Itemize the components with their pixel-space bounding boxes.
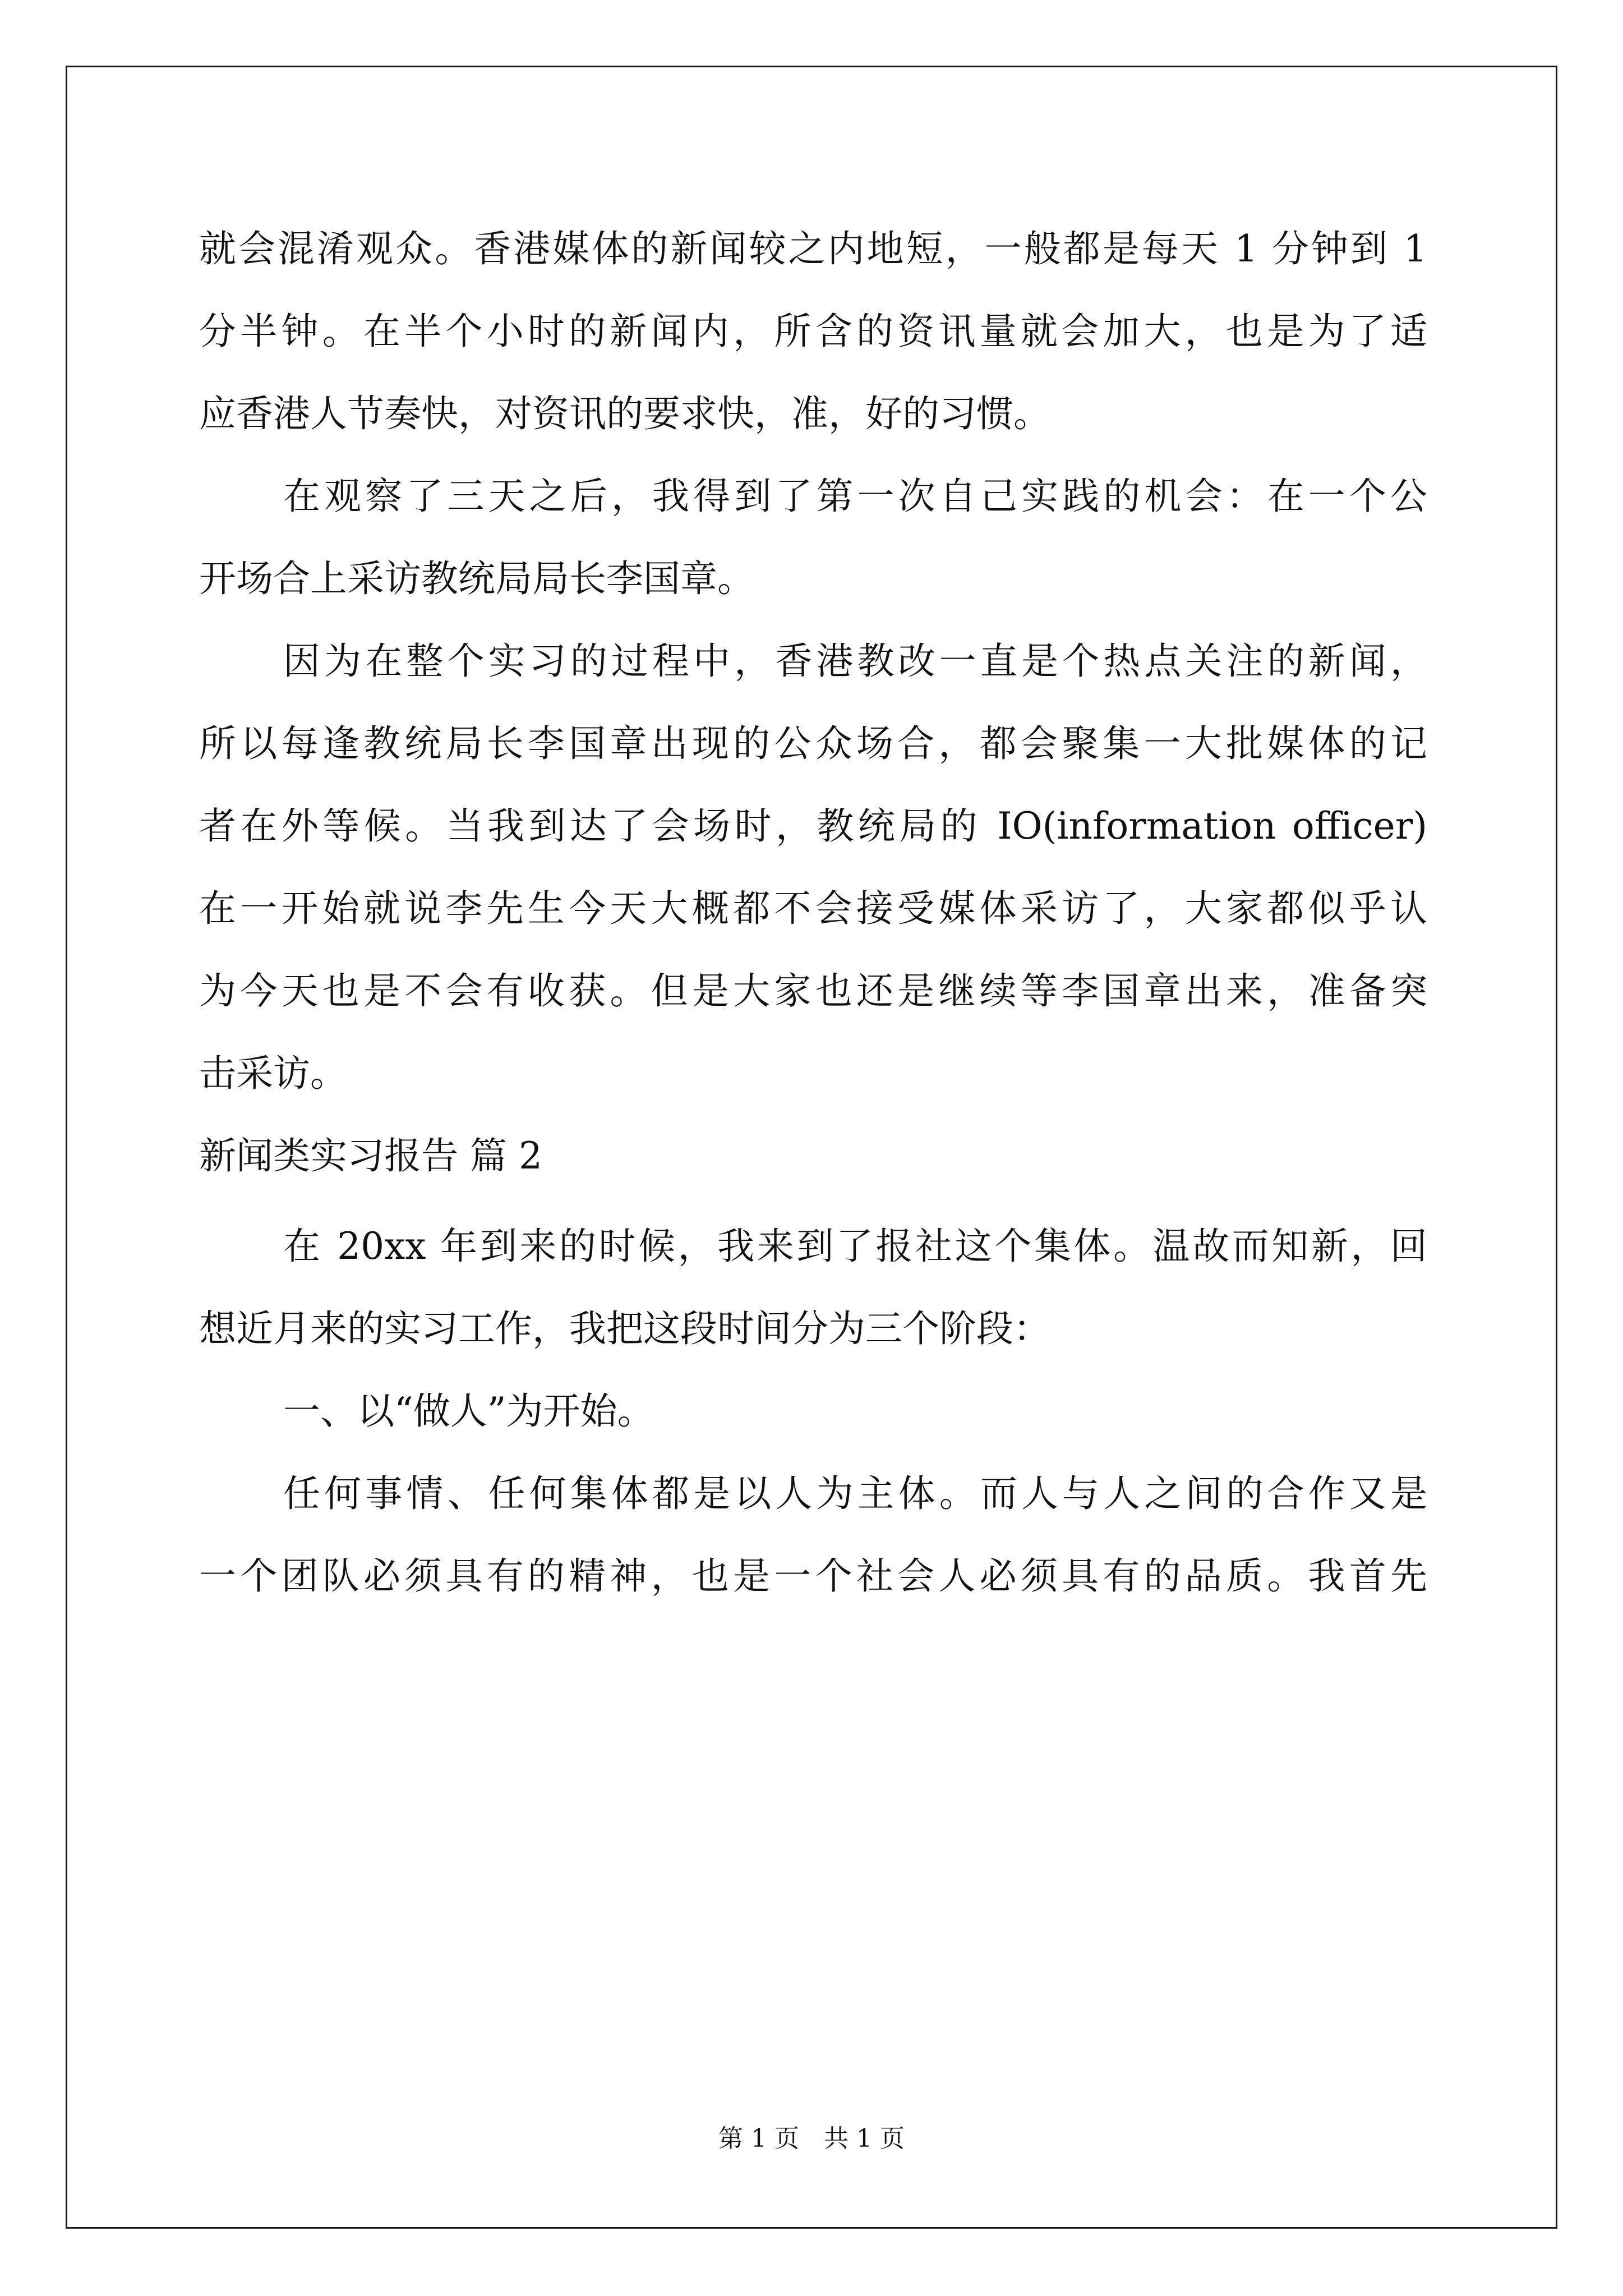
text-line: 在观察了三天之后，我得到了第一次自己实践的机会：在一个公 xyxy=(283,475,1427,518)
text-line: 为今天也是不会有收获。但是大家也还是继续等李国章出来，准备突 xyxy=(199,969,1427,1013)
text-line: 所以每逢教统局长李国章出现的公众场合，都会聚集一大批媒体的记 xyxy=(199,722,1427,765)
text-line: 在一开始就说李先生今天大概都不会接受媒体采访了，大家都似乎认 xyxy=(199,887,1427,930)
text-line: 击采访。 xyxy=(199,1052,347,1095)
text-line: 者在外等候。当我到达了会场时，教统局的 IO(information officer) xyxy=(199,804,1427,848)
text-line: 分半钟。在半个小时的新闻内，所含的资讯量就会加大，也是为了适 xyxy=(199,310,1427,353)
text-line: 应香港人节奏快，对资讯的要求快，准，好的习惯。 xyxy=(199,392,1050,435)
text-line: 就会混淆观众。香港媒体的新闻较之内地短，一般都是每天 1 分钟到 1 xyxy=(199,227,1427,270)
text-line: 开场合上采访教统局局长李国章。 xyxy=(199,557,754,600)
text-line: 因为在整个实习的过程中，香港教改一直是个热点关注的新闻， xyxy=(283,639,1427,683)
text-line: 一个团队必须具有的精神，也是一个社会人必须具有的品质。我首先 xyxy=(199,1554,1427,1598)
page-number-footer: 第 1 页 共 1 页 xyxy=(718,2124,905,2153)
document-body xyxy=(199,208,1427,1617)
section-heading: 新闻类实习报告 篇 2 xyxy=(199,1134,542,1177)
text-line: 一、以“做人”为开始。 xyxy=(283,1389,654,1433)
text-line: 任何事情、任何集体都是以人为主体。而人与人之间的合作又是 xyxy=(283,1472,1427,1515)
text-line: 想近月来的实习工作，我把这段时间分为三个阶段： xyxy=(199,1307,1050,1350)
text-line: 在 20xx 年到来的时候，我来到了报社这个集体。温故而知新，回 xyxy=(283,1225,1427,1268)
